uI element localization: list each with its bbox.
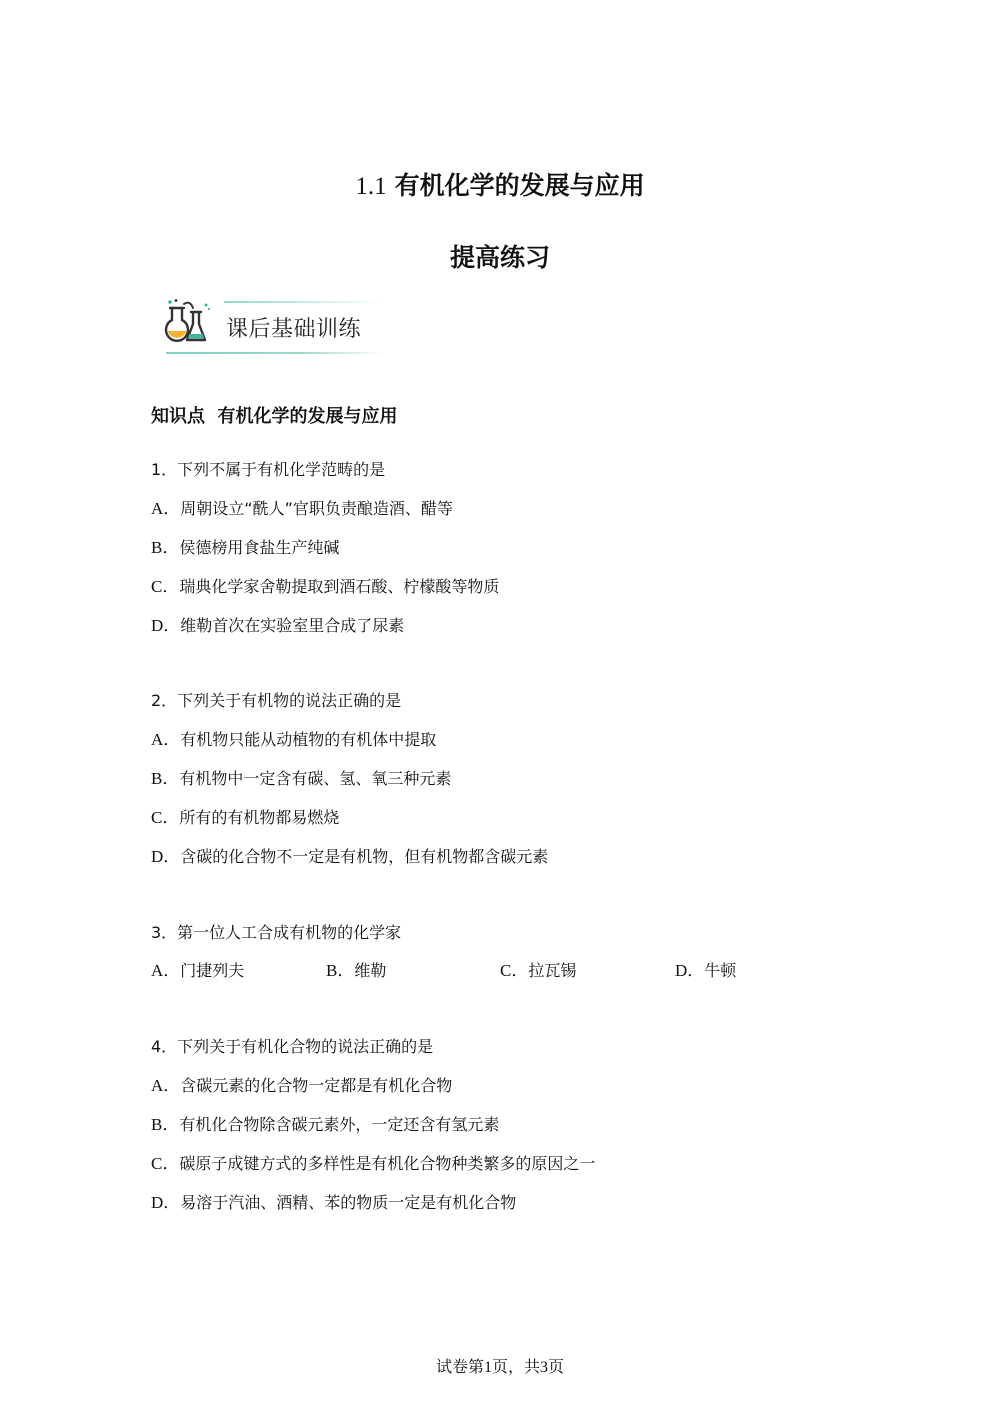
option-label: D． <box>151 847 181 866</box>
title-number: 1.1 <box>355 173 387 200</box>
question-3-option-b <box>326 960 386 982</box>
banner-label: 课后基础训练 <box>226 317 362 342</box>
option-label: C． <box>151 808 180 827</box>
question-3-option-a <box>151 960 244 982</box>
option-text: 维勒 <box>354 961 387 980</box>
option-label: B． <box>151 538 180 557</box>
question-1-option-d <box>151 615 404 637</box>
question-2-option-c <box>151 807 339 829</box>
footer-total-pages: 3 <box>540 1359 548 1376</box>
option-text: 所有的有机物都易燃烧 <box>179 808 340 827</box>
option-text: 门捷列夫 <box>180 961 245 980</box>
footer-prefix: 试卷第 <box>435 1357 484 1376</box>
page-title <box>0 170 1000 203</box>
question-1-option-c <box>151 576 499 598</box>
banner-underline <box>166 352 384 354</box>
question-1-option-b <box>151 537 339 559</box>
question-4-option-c <box>151 1153 595 1175</box>
option-text: 牛顿 <box>704 961 737 980</box>
option-label: C． <box>151 577 180 596</box>
question-3-stem: 3．第一位人工合成有机物的化学家 <box>151 923 402 942</box>
option-label: B． <box>151 769 180 788</box>
option-text: 有机物中一定含有碳、氢、氧三种元素 <box>179 769 452 788</box>
footer-page-number: 1 <box>483 1359 492 1376</box>
question-1-stem: 1．下列不属于有机化学范畴的是 <box>151 460 386 479</box>
option-text: 维勒首次在实验室里合成了尿素 <box>180 616 405 635</box>
option-text: 侯德榜用食盐生产纯碱 <box>179 538 340 557</box>
option-label: C． <box>151 1154 180 1173</box>
question-2-option-a <box>151 729 436 751</box>
option-text: 含碳的化合物不一定是有机物，但有机物都含碳元素 <box>180 847 549 866</box>
page-subtitle: 提高练习 <box>449 243 550 272</box>
option-text: 有机物只能从动植物的有机体中提取 <box>180 730 437 749</box>
knowledge-point-heading: 知识点 有机化学的发展与应用 <box>151 406 398 427</box>
option-text: 含碳元素的化合物一定都是有机化合物 <box>180 1076 453 1095</box>
question-1-option-a <box>151 498 453 520</box>
page-footer <box>0 1356 1000 1379</box>
option-label: D． <box>151 1193 181 1212</box>
option-label: A． <box>151 961 181 980</box>
question-4-stem: 4．下列关于有机化合物的说法正确的是 <box>151 1037 434 1056</box>
question-3-option-c <box>500 960 576 982</box>
option-label: A． <box>151 499 181 518</box>
footer-suffix: 页 <box>548 1357 565 1376</box>
question-4-option-a <box>151 1075 452 1097</box>
title-text: 有机化学的发展与应用 <box>394 171 645 200</box>
question-2-stem: 2．下列关于有机物的说法正确的是 <box>151 691 402 710</box>
option-label: A． <box>151 730 181 749</box>
option-label: A． <box>151 1076 181 1095</box>
option-text: 周朝设立“酰人”官职负责酿造酒、醋等 <box>180 499 453 518</box>
question-3-option-d <box>675 960 736 982</box>
option-label: C． <box>500 961 529 980</box>
option-label: D． <box>151 616 181 635</box>
option-text: 易溶于汽油、酒精、苯的物质一定是有机化合物 <box>180 1193 517 1212</box>
lab-flask-icon <box>162 298 218 348</box>
footer-middle: 页，共 <box>491 1357 540 1376</box>
banner-top-line <box>224 301 384 303</box>
question-2-option-d <box>151 846 548 868</box>
option-label: B． <box>326 961 355 980</box>
option-text: 瑞典化学家舍勒提取到酒石酸、柠檬酸等物质 <box>179 577 500 596</box>
option-text: 拉瓦锡 <box>528 961 577 980</box>
question-4-option-b <box>151 1114 499 1136</box>
question-2-option-b <box>151 768 451 790</box>
question-4-option-d <box>151 1192 516 1214</box>
option-label: D． <box>675 961 705 980</box>
section-banner <box>162 298 387 356</box>
option-text: 有机化合物除含碳元素外，一定还含有氢元素 <box>179 1115 500 1134</box>
option-label: B． <box>151 1115 180 1134</box>
option-text: 碳原子成键方式的多样性是有机化合物种类繁多的原因之一 <box>179 1154 596 1173</box>
question-3-options <box>151 960 851 982</box>
